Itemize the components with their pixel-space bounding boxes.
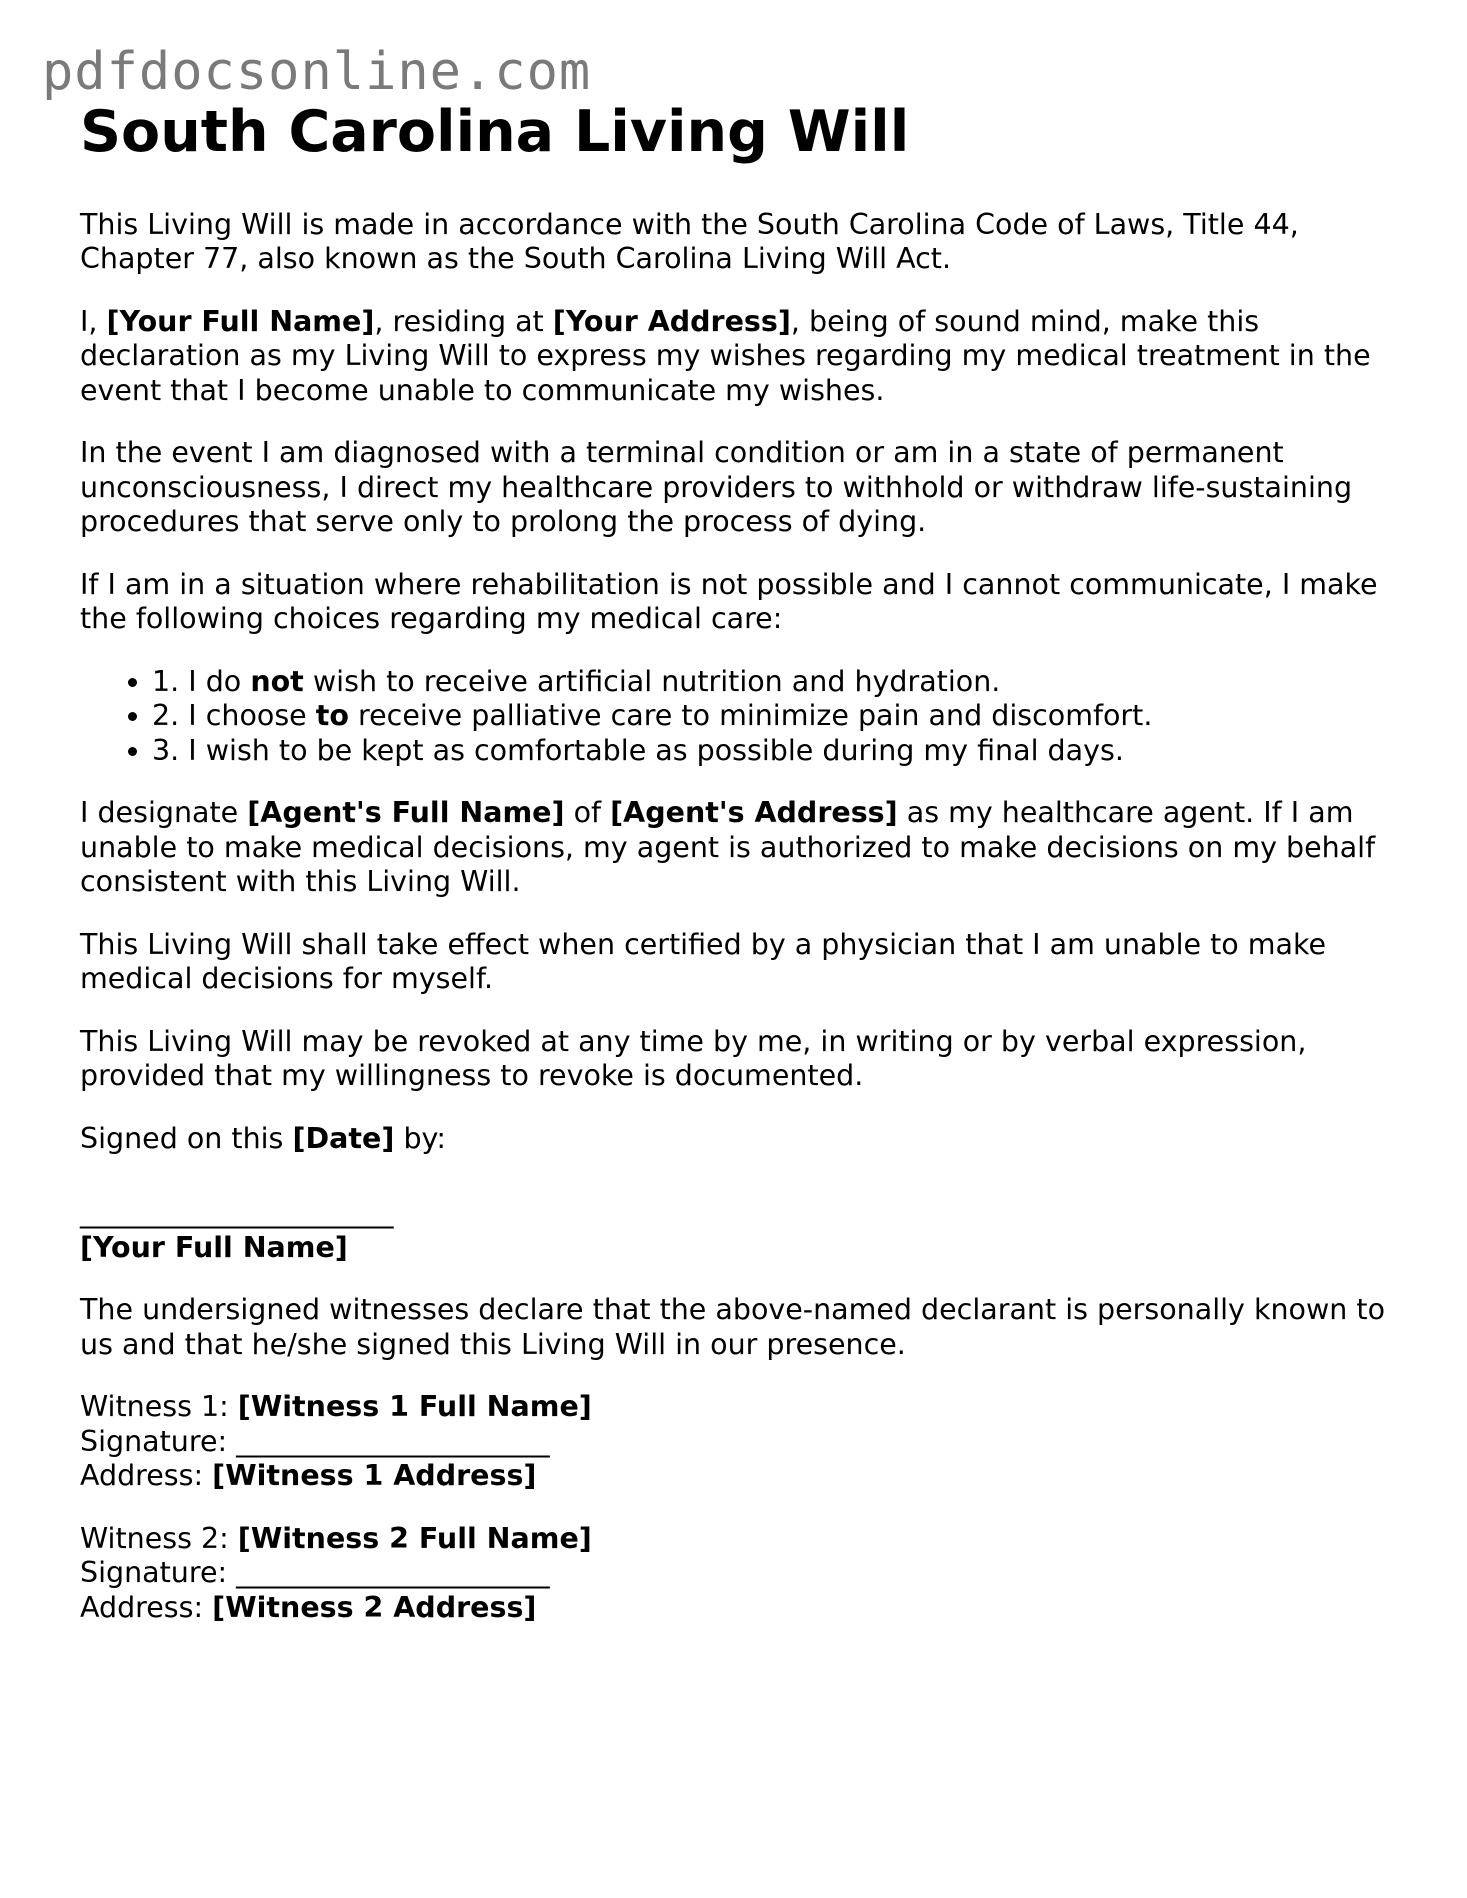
declaration-paragraph: I, [Your Full Name], residing at [Your Address], being of sound mind, make this declaration as my Living Will to express my wishes regarding my medical treatment in the event that I become unable to communicate my wishes. xyxy=(80,304,1371,407)
declarant-address-placeholder: [Your Address] xyxy=(552,304,791,338)
signed-date-line: Signed on this [Date] by: xyxy=(80,1121,446,1155)
witness-address-line: Address: [Witness 1 Address] xyxy=(80,1459,537,1493)
witness-statement: The undersigned witnesses declare that the above-named declarant is personally known to us and that he/she signed this Living Will in our presence. xyxy=(80,1293,1386,1361)
witness-address-line: Address: [Witness 2 Address] xyxy=(80,1590,537,1624)
intro-paragraph: This Living Will is made in accordance with the South Carolina Code of Laws, Title 44, Chapter 77, also known as the South Carolina Living Will Act. xyxy=(80,207,1299,276)
witness-name-line: Witness 1: [Witness 1 Full Name] xyxy=(80,1390,592,1424)
signer-name-placeholder: [Your Full Name] xyxy=(80,1230,348,1264)
witness-signature-line: Signature: ______________________ xyxy=(80,1556,550,1590)
page-title: South Carolina Living Will xyxy=(80,99,910,165)
witness-block xyxy=(80,1522,1390,1626)
agent-name-placeholder: [Agent's Full Name] xyxy=(247,796,565,830)
terminal-condition-paragraph: In the event I am diagnosed with a terminal condition or am in a state of permanent unconsciousness, I direct my healthcare providers to withhold or withdraw life-sustaining procedures that serve only to prolong the process of dying. xyxy=(80,436,1353,539)
declarant-name-placeholder: [Your Full Name] xyxy=(106,304,375,338)
list-item: • 3. I wish to be kept as comfortable as possible during my final days. xyxy=(152,734,1390,769)
date-placeholder: [Date] xyxy=(292,1121,395,1155)
watermark: pdfdocsonline.com xyxy=(42,42,592,102)
declarant-signature-line: ______________________ xyxy=(80,1196,394,1230)
witness-name-line: Witness 2: [Witness 2 Full Name] xyxy=(80,1521,592,1555)
document-body xyxy=(80,100,1390,1653)
witness-block xyxy=(80,1390,1390,1494)
witness-signature-line: Signature: ______________________ xyxy=(80,1424,550,1458)
declarant-signature-block xyxy=(80,1196,1390,1265)
effect-paragraph: This Living Will shall take effect when certified by a physician that I am unable to make medical decisions for myself. xyxy=(80,927,1327,996)
choices-list xyxy=(80,665,1390,769)
choices-intro-paragraph: If I am in a situation where rehabilitation is not possible and I cannot communicate, I make the following choices regarding my medical care: xyxy=(80,567,1378,636)
agent-paragraph: I designate [Agent's Full Name] of [Agent's Address] as my healthcare agent. If I am unable to make medical decisions, my agent is authorized to make decisions on my behalf consistent with this Living Will. xyxy=(80,796,1376,899)
list-item: • 2. I choose to receive palliative care to minimize pain and discomfort. xyxy=(152,699,1390,734)
list-item: • 1. I do not wish to receive artificial nutrition and hydration. xyxy=(152,665,1390,700)
revoke-paragraph: This Living Will may be revoked at any time by me, in writing or by verbal expression, provided that my willingness to revoke is documented. xyxy=(80,1024,1307,1093)
agent-address-placeholder: [Agent's Address] xyxy=(610,796,898,830)
